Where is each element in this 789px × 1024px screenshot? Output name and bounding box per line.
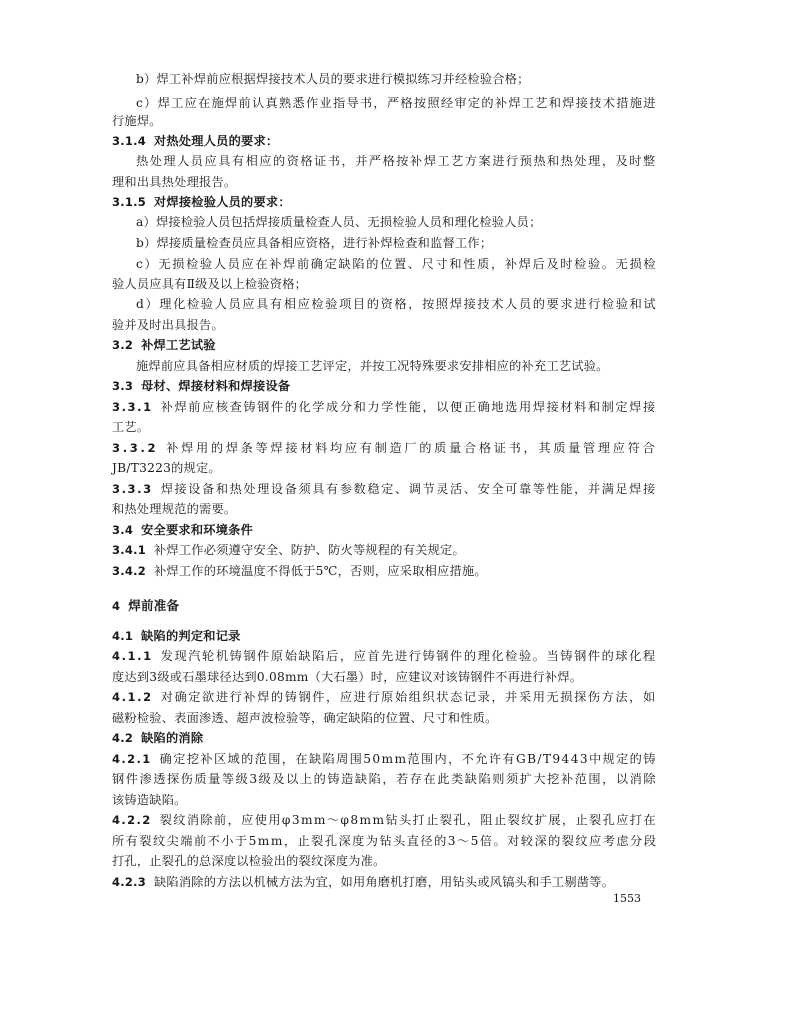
section-line [112,194,291,210]
text-line [136,214,542,230]
section-line [112,522,253,538]
line-text: 对热处理人员的要求： [154,134,279,148]
line-text: 行施焊。 [112,114,162,128]
line-text: b）焊工补焊前应根据焊接技术人员的要求进行模拟练习并经检验合格； [136,72,530,86]
text-line [112,419,149,435]
text-line [112,501,236,517]
section-number: 4.2 [112,731,134,745]
line-text: 母材、焊接材料和焊接设备 [141,379,291,393]
text-line [112,669,582,685]
line-text: c）焊工应在施焊前认真熟悉作业指导书，严格按照经审定的补焊工艺和焊接技术措施进 [136,96,657,110]
section-number: 4.2.1 [112,752,152,766]
line-text: 发现汽轮机铸钢件原始缺陷后，应首先进行铸钢件的理化检验。当铸钢件的球化程 [160,649,657,663]
line-text: 补焊工艺试验 [141,338,216,352]
text-line [136,95,657,111]
text-line [112,460,221,476]
line-text: 所有裂纹尖端前不小于5mm，止裂孔深度为钻头直径的3～5倍。对较深的裂纹应考虑分段 [112,834,658,848]
section-number: 3.4 [112,523,134,537]
line-text: b）焊接质量检查员应具备相应资格，进行补焊检查和监督工作； [136,236,493,250]
section-number: 4.1.2 [112,690,153,704]
line-text: 热处理人员应具有相应的资格证书，并严格按补焊工艺方案进行预热和热处理，及时整 [136,154,657,168]
line-text: JB/T3223的规定。 [112,461,221,475]
section-number: 4.1 [112,629,134,643]
section-line [112,378,290,394]
line-text: c）无损检验人员应在补焊前确定缺陷的位置、尺寸和性质，补焊后及时检验。无损检 [136,257,658,271]
section-number: 4.1.1 [112,649,153,663]
section-line [112,399,657,415]
line-text: 补焊工作必须遵守安全、防护、防火等规程的有关规定。 [154,543,465,557]
text-line [136,153,657,169]
line-text: 缺陷的判定和记录 [141,629,241,643]
line-text: 验并及时出具报告。 [112,318,224,332]
line-text: 和热处理规范的需要。 [112,502,237,516]
section-number: 4.2.2 [112,813,152,827]
line-text: 度达到3级或石墨球径达到0.08mm（大石墨）时，应建议对该铸钢件不再进行补焊。 [112,670,583,684]
section-number: 3.3.1 [112,400,153,414]
line-text: 理和出具热处理报告。 [112,175,237,189]
text-line [112,771,657,787]
line-text: 该铸造缺陷。 [112,793,187,807]
section-line [112,133,278,149]
section-line [112,440,657,456]
line-text: d）理化检验人员应具有相应检验项目的资格，按照焊接技术人员的要求进行检验和试 [136,297,658,311]
line-text: 打孔，止裂孔的总深度以检验出的裂纹深度为准。 [112,854,386,868]
section-line [112,481,657,497]
line-text: 对确定欲进行补焊的铸钢件，应进行原始组织状态记录，并采用无损探伤方法，如 [160,690,657,704]
text-line [136,358,609,374]
line-text: 补焊工作的环境温度不得低于5℃，否则，应采取相应措施。 [154,564,487,578]
section-line [112,337,216,353]
text-line [112,853,386,869]
text-line [136,71,530,87]
section-line [112,648,657,664]
section-line [112,563,487,579]
line-text: 缺陷的消除 [141,731,204,745]
section-number: 3.4.1 [112,543,146,557]
line-text: 磁粉检验、表面渗透、超声波检验等，确定缺陷的位置、尺寸和性质。 [112,711,498,725]
text-line [136,235,492,251]
page-number: 1553 [613,892,641,905]
line-text: a）焊接检验人员包括焊接质量检查人员、无损检验人员和理化检验人员； [136,215,542,229]
line-text: 安全要求和环境条件 [141,523,254,537]
section-line [112,812,657,828]
section-number: 3.3.3 [112,482,153,496]
section-number: 3.1.5 [112,195,146,209]
line-text: 补焊用的焊条等焊接材料均应有制造厂的质量合格证书，其质量管理应符合 [166,441,658,455]
line-text: 焊接设备和热处理设备须具有参数稳定、调节灵活、安全可靠等性能，并满足焊接 [160,482,657,496]
text-line [112,174,236,190]
section-number: 3.2 [112,338,134,352]
text-line [112,317,224,333]
section-line [112,542,465,558]
line-text: 裂纹消除前，应使用φ3mm～φ8mm钻头打止裂孔，阻止裂纹扩展，止裂孔应打在 [159,813,657,827]
line-text: 补焊前应核查铸钢件的化学成分和力学性能，以便正确地选用焊接材料和制定焊接 [160,400,657,414]
line-text: 确定挖补区域的范围，在缺陷周围50mm范围内，不允许有GB/T9443中规定的铸 [159,752,657,766]
section-line [112,874,614,890]
line-text: 验人员应具有Ⅱ级及以上检验资格； [112,277,308,291]
line-text: 焊前准备 [128,598,180,613]
line-text: 缺陷消除的方法以机械方法为宜，如用角磨机打磨，用钻头或风镐头和手工剔凿等。 [154,875,615,889]
section-line [112,751,657,767]
text-line [112,792,187,808]
section-number: 3.3.2 [112,441,159,455]
text-line [112,833,657,849]
section-line [112,598,179,614]
text-line [112,276,307,292]
text-line [112,113,162,129]
line-text: 钢件渗透探伤质量等级3级及以上的铸造缺陷，若存在此类缺陷则须扩大挖补范围，以消除 [112,772,658,786]
text-line [136,296,657,312]
line-text: 对焊接检验人员的要求： [154,195,291,209]
section-number: 4 [112,599,121,613]
section-number: 4.2.3 [112,875,146,889]
text-line [112,710,498,726]
section-line [112,689,657,705]
text-line [136,256,657,272]
section-number: 3.3 [112,379,134,393]
line-text: 施焊前应具备相应材质的焊接工艺评定，并按工况特殊要求安排相应的补充工艺试验。 [136,359,609,373]
section-line [112,628,241,644]
section-number: 3.4.2 [112,564,146,578]
section-line [112,730,203,746]
line-text: 工艺。 [112,420,150,434]
section-number: 3.1.4 [112,134,146,148]
